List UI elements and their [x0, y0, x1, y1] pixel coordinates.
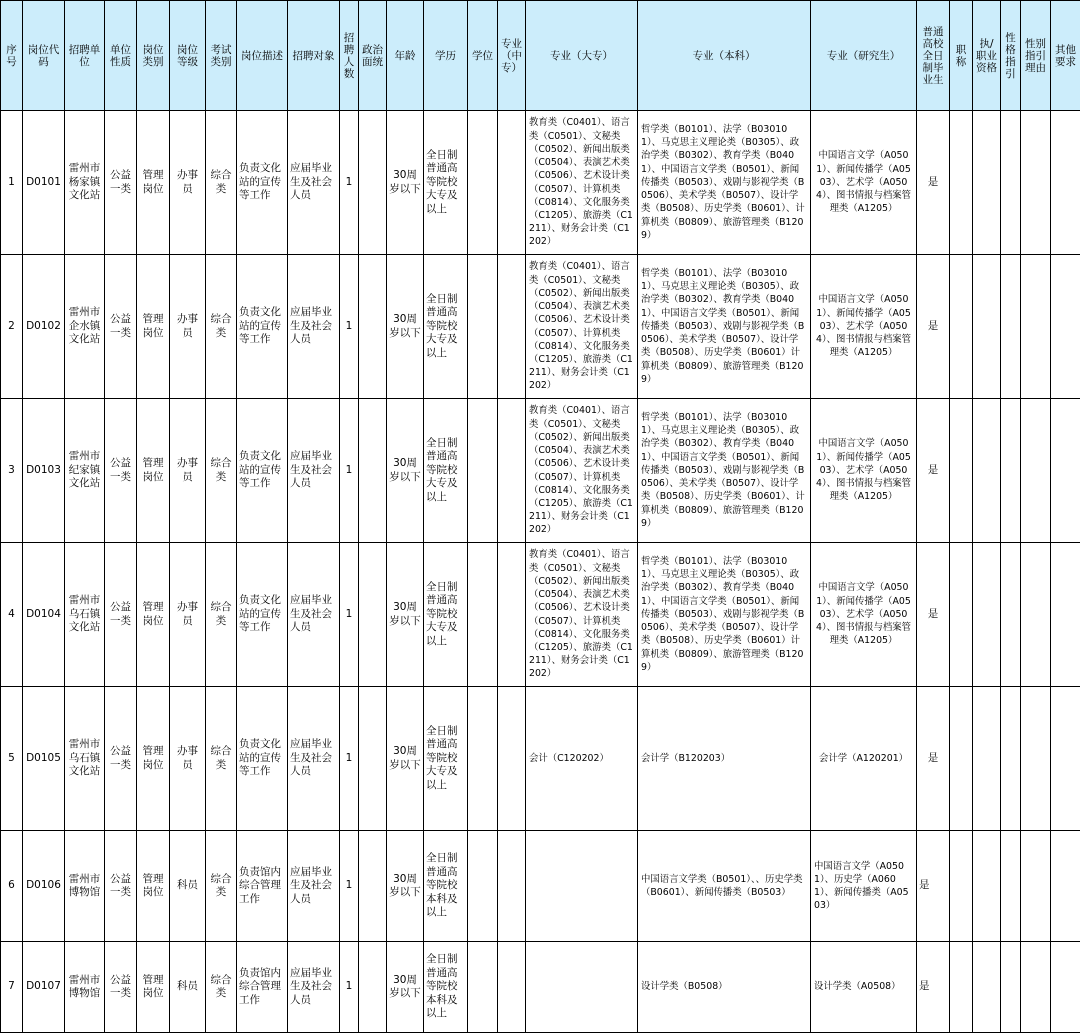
header-fulltime: 普通高校全日制毕业生 — [917, 1, 950, 111]
cell-political — [359, 399, 387, 543]
cell-degree — [468, 687, 498, 831]
cell-unit: 雷州市博物馆 — [65, 942, 105, 1033]
cell-major-graduate: 设计学类（A0508） — [811, 942, 917, 1033]
cell-exam: 综合类 — [206, 942, 237, 1033]
cell-fulltime: 是 — [917, 687, 950, 831]
cell-code: D0101 — [23, 111, 65, 255]
cell-level: 办事员 — [170, 687, 206, 831]
cell-count: 1 — [340, 687, 359, 831]
header-count: 招聘人数 — [340, 1, 359, 111]
cell-major-bachelor: 会计学（B120203） — [638, 687, 811, 831]
cell-degree — [468, 255, 498, 399]
cell-no: 6 — [1, 831, 23, 942]
cell-category: 管理岗位 — [137, 255, 170, 399]
cell-exam: 综合类 — [206, 543, 237, 687]
cell-target: 应届毕业生及社会人员 — [288, 111, 340, 255]
cell-code: D0105 — [23, 687, 65, 831]
cell-code: D0103 — [23, 399, 65, 543]
cell-major-graduate: 会计学（A120201） — [811, 687, 917, 831]
cell-gender-reason — [1021, 111, 1051, 255]
header-other: 其他要求 — [1051, 1, 1080, 111]
cell-level: 办事员 — [170, 111, 206, 255]
cell-edu: 全日制普通高等院校本科及以上 — [424, 831, 468, 942]
cell-exam: 综合类 — [206, 399, 237, 543]
cell-fulltime: 是 — [917, 831, 950, 942]
cell-no: 4 — [1, 543, 23, 687]
table-row — [1, 543, 1080, 687]
cell-gender-reason — [1021, 831, 1051, 942]
cell-target: 应届毕业生及社会人员 — [288, 543, 340, 687]
cell-exam: 综合类 — [206, 687, 237, 831]
cell-degree — [468, 543, 498, 687]
cell-major-college — [526, 942, 638, 1033]
cell-title — [950, 255, 973, 399]
cell-desc: 负责文化站的宣传等工作 — [237, 687, 288, 831]
cell-major-bachelor: 设计学类（B0508） — [638, 942, 811, 1033]
cell-category: 管理岗位 — [137, 543, 170, 687]
cell-age: 30周岁以下 — [387, 543, 424, 687]
cell-gender-reason — [1021, 399, 1051, 543]
cell-cert — [973, 942, 1001, 1033]
cell-category: 管理岗位 — [137, 399, 170, 543]
cell-desc: 负责文化站的宣传等工作 — [237, 399, 288, 543]
header-gender-reason: 性别指引理由 — [1021, 1, 1051, 111]
cell-no: 1 — [1, 111, 23, 255]
cell-nature: 公益一类 — [105, 942, 137, 1033]
cell-title — [950, 111, 973, 255]
cell-major-bachelor: 哲学类（B0101）、法学（B030101）、马克思主义理论类（B0305）、政治学类（B0302）、教育学类（B0401）、中国语言文学类（B0501）、新闻传播类（B0503）、戏剧与影视学类（B0506）、美术学类（B0507）、设计学类（B0508）、历史学类（B0601）、计算机类（B0809）、旅游管理类（B1209） — [638, 111, 811, 255]
cell-age: 30周岁以下 — [387, 687, 424, 831]
cell-cert — [973, 687, 1001, 831]
cell-unit: 雷州市博物馆 — [65, 831, 105, 942]
cell-count: 1 — [340, 543, 359, 687]
cell-title — [950, 687, 973, 831]
cell-nature: 公益一类 — [105, 687, 137, 831]
header-age: 年龄 — [387, 1, 424, 111]
cell-code: D0102 — [23, 255, 65, 399]
cell-code: D0104 — [23, 543, 65, 687]
cell-gender-reason — [1021, 687, 1051, 831]
cell-edu: 全日制普通高等院校大专及以上 — [424, 255, 468, 399]
cell-code: D0107 — [23, 942, 65, 1033]
cell-desc: 负责馆内综合管理工作 — [237, 831, 288, 942]
cell-nature: 公益一类 — [105, 543, 137, 687]
cell-level: 办事员 — [170, 399, 206, 543]
cell-nature: 公益一类 — [105, 399, 137, 543]
cell-other — [1051, 687, 1080, 831]
cell-edu: 全日制普通高等院校大专及以上 — [424, 111, 468, 255]
cell-edu: 全日制普通高等院校本科及以上 — [424, 942, 468, 1033]
cell-secondary — [498, 255, 526, 399]
cell-title — [950, 543, 973, 687]
cell-major-graduate: 中国语言文学（A0501）、新闻传播学（A0503）、艺术学（A0504）、图书情报与档案管理类（A1205） — [811, 111, 917, 255]
header-row — [1, 1, 1080, 111]
cell-unit: 雷州市乌石镇文化站 — [65, 543, 105, 687]
cell-other — [1051, 399, 1080, 543]
cell-gender — [1001, 543, 1021, 687]
header-political: 政治面统 — [359, 1, 387, 111]
cell-gender — [1001, 111, 1021, 255]
cell-gender — [1001, 831, 1021, 942]
cell-age: 30周岁以下 — [387, 111, 424, 255]
cell-other — [1051, 831, 1080, 942]
cell-degree — [468, 831, 498, 942]
header-exam: 考试类别 — [206, 1, 237, 111]
cell-age: 30周岁以下 — [387, 255, 424, 399]
cell-other — [1051, 255, 1080, 399]
table-row — [1, 942, 1080, 1033]
cell-major-graduate: 中国语言文学（A0501）、新闻传播学（A0503）、艺术学（A0504）、图书情报与档案管理类（A1205） — [811, 255, 917, 399]
cell-exam: 综合类 — [206, 255, 237, 399]
cell-edu: 全日制普通高等院校大专及以上 — [424, 687, 468, 831]
cell-political — [359, 255, 387, 399]
cell-unit: 雷州市企水镇文化站 — [65, 255, 105, 399]
cell-cert — [973, 831, 1001, 942]
cell-title — [950, 831, 973, 942]
cell-major-bachelor: 哲学类（B0101）、法学（B030101）、马克思主义理论类（B0305）、政治学类（B0302）、教育学类（B0401）、中国语言文学类（B0501）、新闻传播类（B0503）、戏剧与影视学类（B0506）、美术学类（B0507）、设计学类（B0508）、历史学类（B0601）计算机类（B0809）、旅游管理类（B1209） — [638, 543, 811, 687]
cell-category: 管理岗位 — [137, 942, 170, 1033]
cell-age: 30周岁以下 — [387, 942, 424, 1033]
cell-no: 7 — [1, 942, 23, 1033]
cell-political — [359, 543, 387, 687]
header-bachelor: 专业（本科） — [638, 1, 811, 111]
header-level: 岗位等级 — [170, 1, 206, 111]
header-nature: 单位性质 — [105, 1, 137, 111]
cell-age: 30周岁以下 — [387, 399, 424, 543]
cell-category: 管理岗位 — [137, 687, 170, 831]
cell-unit: 雷州市杨家镇文化站 — [65, 111, 105, 255]
cell-secondary — [498, 687, 526, 831]
header-unit: 招聘单位 — [65, 1, 105, 111]
cell-count: 1 — [340, 831, 359, 942]
cell-gender-reason — [1021, 543, 1051, 687]
cell-major-college: 教育类（C0401）、语言类（C0501）、文秘类（C0502）、新闻出版类（C0504）、表演艺术类（C0506）、艺术设计类（C0507）、计算机类（C0814）、文化服务类（C1205）、旅游类（C1211）、财务会计类（C1202） — [526, 399, 638, 543]
cell-age: 30周岁以下 — [387, 831, 424, 942]
cell-gender — [1001, 942, 1021, 1033]
cell-major-bachelor: 哲学类（B0101）、法学（B030101）、马克思主义理论类（B0305）、政治学类（B0302）、教育学类（B0401）、中国语言文学类（B0501）、新闻传播类（B0503）、戏剧与影视学类（B0506）、美术学类（B0507）、设计学类（B0508）、历史学类（B0601）计算机类（B0809）、旅游管理类（B1209） — [638, 255, 811, 399]
cell-cert — [973, 399, 1001, 543]
cell-degree — [468, 111, 498, 255]
cell-count: 1 — [340, 255, 359, 399]
cell-political — [359, 942, 387, 1033]
cell-cert — [973, 111, 1001, 255]
cell-target: 应届毕业生及社会人员 — [288, 831, 340, 942]
cell-no: 2 — [1, 255, 23, 399]
cell-title — [950, 399, 973, 543]
table-row — [1, 255, 1080, 399]
cell-target: 应届毕业生及社会人员 — [288, 942, 340, 1033]
cell-gender — [1001, 255, 1021, 399]
cell-cert — [973, 543, 1001, 687]
cell-major-college: 教育类（C0401）、语言类（C0501）、文秘类（C0502）、新闻出版类（C0504）、表演艺术类（C0506）、艺术设计类（C0507）、计算机类（C0814）、文化服务类（C1205）、旅游类（C1211）、财务会计类（C1202） — [526, 111, 638, 255]
cell-target: 应届毕业生及社会人员 — [288, 399, 340, 543]
cell-fulltime: 是 — [917, 255, 950, 399]
cell-fulltime: 是 — [917, 942, 950, 1033]
header-no: 序号 — [1, 1, 23, 111]
cell-nature: 公益一类 — [105, 255, 137, 399]
header-target: 招聘对象 — [288, 1, 340, 111]
cell-major-bachelor: 中国语言文学类（B0501）、、历史学类（B0601）、新闻传播类（B0503） — [638, 831, 811, 942]
cell-secondary — [498, 543, 526, 687]
cell-secondary — [498, 399, 526, 543]
cell-edu: 全日制普通高等院校大专及以上 — [424, 543, 468, 687]
cell-fulltime: 是 — [917, 543, 950, 687]
cell-count: 1 — [340, 399, 359, 543]
cell-major-college: 会计（C120202） — [526, 687, 638, 831]
cell-category: 管理岗位 — [137, 111, 170, 255]
cell-major-college: 教育类（C0401）、语言类（C0501）、文秘类（C0502）、新闻出版类（C0504）、表演艺术类（C0506）、艺术设计类（C0507）、计算机类（C0814）、文化服务类（C1205）、旅游类（C1211）、财务会计类（C1202） — [526, 255, 638, 399]
cell-no: 5 — [1, 687, 23, 831]
cell-desc: 负责文化站的宣传等工作 — [237, 111, 288, 255]
cell-category: 管理岗位 — [137, 831, 170, 942]
header-gender: 性格指引 — [1001, 1, 1021, 111]
cell-major-college: 教育类（C0401）、语言类（C0501）、文秘类（C0502）、新闻出版类（C0504）、表演艺术类（C0506）、艺术设计类（C0507）、计算机类（C0814）、文化服务类（C1205）、旅游类（C1211）、财务会计类（C1202） — [526, 543, 638, 687]
cell-desc: 负责文化站的宣传等工作 — [237, 543, 288, 687]
table-row — [1, 687, 1080, 831]
header-college: 专业（大专） — [526, 1, 638, 111]
cell-secondary — [498, 831, 526, 942]
cell-edu: 全日制普通高等院校大专及以上 — [424, 399, 468, 543]
cell-other — [1051, 942, 1080, 1033]
cell-code: D0106 — [23, 831, 65, 942]
cell-target: 应届毕业生及社会人员 — [288, 255, 340, 399]
cell-unit: 雷州市乌石镇文化站 — [65, 687, 105, 831]
cell-major-graduate: 中国语言文学（A0501）、新闻传播学（A0503）、艺术学（A0504）、图书情报与档案管理类（A1205） — [811, 543, 917, 687]
header-secondary: 专业（中专） — [498, 1, 526, 111]
table-row — [1, 831, 1080, 942]
cell-degree — [468, 942, 498, 1033]
cell-level: 科员 — [170, 942, 206, 1033]
cell-nature: 公益一类 — [105, 831, 137, 942]
cell-other — [1051, 543, 1080, 687]
cell-political — [359, 111, 387, 255]
cell-gender — [1001, 399, 1021, 543]
cell-major-graduate: 中国语言文学（A0501）、新闻传播学（A0503）、艺术学（A0504）、图书情报与档案管理类（A1205） — [811, 399, 917, 543]
table-row — [1, 399, 1080, 543]
cell-gender-reason — [1021, 255, 1051, 399]
cell-degree — [468, 399, 498, 543]
header-cert: 执/职业资格 — [973, 1, 1001, 111]
header-edu: 学历 — [424, 1, 468, 111]
cell-level: 办事员 — [170, 543, 206, 687]
cell-fulltime: 是 — [917, 111, 950, 255]
header-category: 岗位类别 — [137, 1, 170, 111]
cell-major-bachelor: 哲学类（B0101）、法学（B030101）、马克思主义理论类（B0305）、政治学类（B0302）、教育学类（B0401）、中国语言文学类（B0501）、新闻传播类（B0503）、戏剧与影视学类（B0506）、美术学类（B0507）、设计学类（B0508）、历史学类（B0601）、计算机类（B0809）、旅游管理类（B1209） — [638, 399, 811, 543]
header-title: 职称 — [950, 1, 973, 111]
cell-nature: 公益一类 — [105, 111, 137, 255]
cell-desc: 负责馆内综合管理工作 — [237, 942, 288, 1033]
cell-political — [359, 687, 387, 831]
cell-major-graduate: 中国语言文学（A0501）、历史学（A0601）、新闻传播类（A0503） — [811, 831, 917, 942]
cell-major-college — [526, 831, 638, 942]
cell-other — [1051, 111, 1080, 255]
header-code: 岗位代码 — [23, 1, 65, 111]
header-degree: 学位 — [468, 1, 498, 111]
cell-no: 3 — [1, 399, 23, 543]
cell-count: 1 — [340, 111, 359, 255]
cell-secondary — [498, 111, 526, 255]
cell-political — [359, 831, 387, 942]
cell-exam: 综合类 — [206, 111, 237, 255]
header-graduate: 专业（研究生） — [811, 1, 917, 111]
table-row — [1, 111, 1080, 255]
cell-fulltime: 是 — [917, 399, 950, 543]
cell-count: 1 — [340, 942, 359, 1033]
cell-unit: 雷州市纪家镇文化站 — [65, 399, 105, 543]
cell-target: 应届毕业生及社会人员 — [288, 687, 340, 831]
cell-cert — [973, 255, 1001, 399]
cell-gender-reason — [1021, 942, 1051, 1033]
cell-level: 科员 — [170, 831, 206, 942]
header-desc: 岗位描述 — [237, 1, 288, 111]
cell-desc: 负责文化站的宣传等工作 — [237, 255, 288, 399]
cell-gender — [1001, 687, 1021, 831]
cell-level: 办事员 — [170, 255, 206, 399]
cell-title — [950, 942, 973, 1033]
cell-secondary — [498, 942, 526, 1033]
cell-exam: 综合类 — [206, 831, 237, 942]
